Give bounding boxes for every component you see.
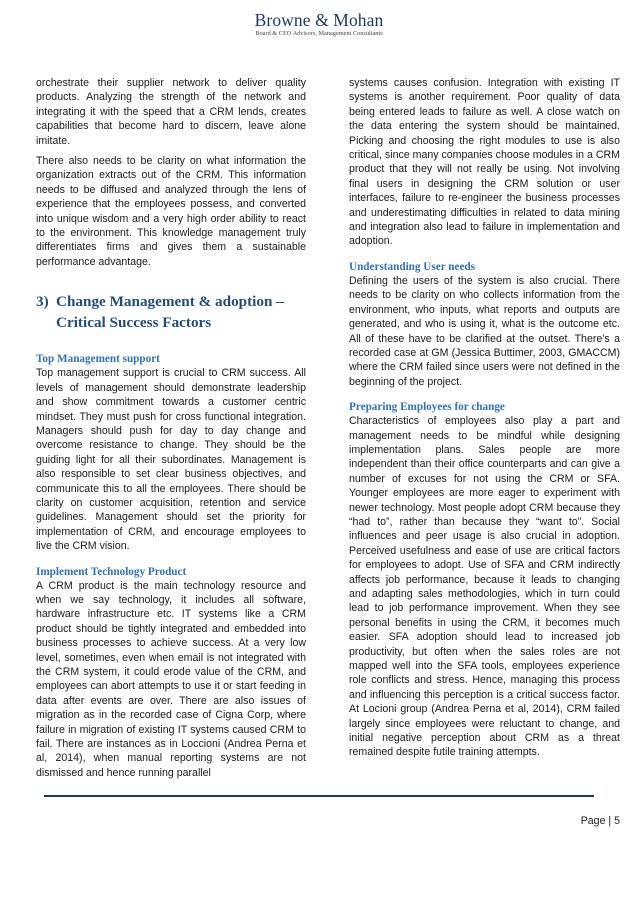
right-column bbox=[349, 76, 620, 766]
subheading-top-management: Top Management support bbox=[36, 353, 160, 366]
brand-tagline: Board & CEO Advisors, Management Consultants bbox=[255, 30, 383, 37]
paragraph: orchestrate their supplier network to deliver quality products. Analyzing the strength of the network and integrating it with the speed that a CRM lends, creates capabilities that become hard to discern, leave alone imitate. bbox=[36, 77, 306, 147]
paragraph: systems causes confusion. Integration with existing IT systems is another requirement. Poor quality of data being entered leads to failure as well. A close watch on the data entering the system should be maintained. Picking and choosing the right modules to use is also critical, since many companies choose modules in a CRM product that they will not really be using. Not involving final users in designing the CRM solution or user interfaces, failure to re-engineer the business processes and underestimating difficulties in related to data mining and integration also lead to failure in implementation and adoption. bbox=[349, 77, 620, 248]
subheading-user-needs: Understanding User needs bbox=[349, 260, 475, 273]
page-number: Page | 5 bbox=[580, 815, 620, 827]
paragraph: A CRM product is the main technology resource and when we say technology, it includes all software, hardware infrastructure etc. IT systems like a CRM product should be tightly integrated and embedded into business processes to achieve success. At a very low level, sometimes, even when email is not integrated with the CRM system, it could erode value of the CRM, and employees can abort attempts to use it or start feeding in data after events are over. There are also issues of migration as in the recorded case of Cigna Corp, where failure in migration of existing IT systems caused CRM to fail. There are instances as in Loccioni (Andrea Perna et al, 2014), when manual reporting systems are not dismissed and hence running parallel bbox=[36, 579, 306, 779]
paragraph: Characteristics of employees also play a part and management needs to be mindful while designing implementation plans. Sales people are more independent than their office counterparts and can give a number of excuses for not using the CRM or SFA. Younger employees are more eager to experiment with newer technology. Most people adopt CRM because they “had to”, rather than because they “want to”. Social influences and peer usage is also crucial in adoption. Perceived usefulness and ease of use are critical factors for employees to adopt. Use of SFA and CRM indirectly affects job performance, because it leads to changing and adapting sales methodologies, which in turn could lead to job performance improvement. When they see personal benefits in using the CRM, it becomes much easier. SFA adoption should lead to increased job productivity, but often when the sales roles are not mapped well into the SFA tools, employees experience role conflicts and stress. Hence, managing this process and influencing this perception is a critical success factor. At Locioni group (Andrea Perna et al, 2014), CRM failed largely since employees were reluctant to change, and initial negative perception about CRM as a threat remained despite futile training attempts. bbox=[349, 415, 620, 759]
section-title: Change Management & adoption – Critical Success Factors bbox=[56, 293, 284, 332]
paragraph: Top management support is crucial to CRM success. All levels of management should demonstrate leadership and show commitment towards a customer centric mindset. They must push for cross functional integration. Managers should push for day to day change and overcome resistance to change. They should be the guiding light for all their subordinates. Management is also responsible to set clear business objectives, and communicate this to all the employees. There should be clarity on customer acquisition, retention and service guidelines. Management should set the priority for implementation of CRM, and encourage employees to live the CRM vision. bbox=[36, 367, 306, 553]
left-column bbox=[36, 76, 306, 786]
brand-name: Browne & Mohan bbox=[254, 10, 384, 30]
paragraph: There also needs to be clarity on what information the organization extracts out of the CRM. This information needs to be diffused and analyzed through the lens of experience that the employees possess, and converted into unique wisdom and a very high order ability to react to the environment. This knowledge management truly differentiates firms and gives them a sustainable performance advantage. bbox=[36, 155, 306, 268]
subheading-employees: Preparing Employees for change bbox=[349, 401, 505, 414]
section-number: 3) bbox=[36, 293, 49, 311]
subheading-technology: Implement Technology Product bbox=[36, 565, 187, 578]
section-heading bbox=[36, 291, 306, 333]
footer-divider bbox=[44, 795, 594, 797]
paragraph: Defining the users of the system is also crucial. There needs to be clarity on who collects information from the environment, who inputs, what reports and outputs are generated, and who is using it, what is the outcome etc. All of these have to be clarified at the outset. There’s a recorded case at GM (Jessica Buttimer, 2003, GMACCM) where the CRM failed since users were not defined in the beginning of the project. bbox=[349, 274, 620, 388]
letterhead bbox=[0, 11, 638, 38]
